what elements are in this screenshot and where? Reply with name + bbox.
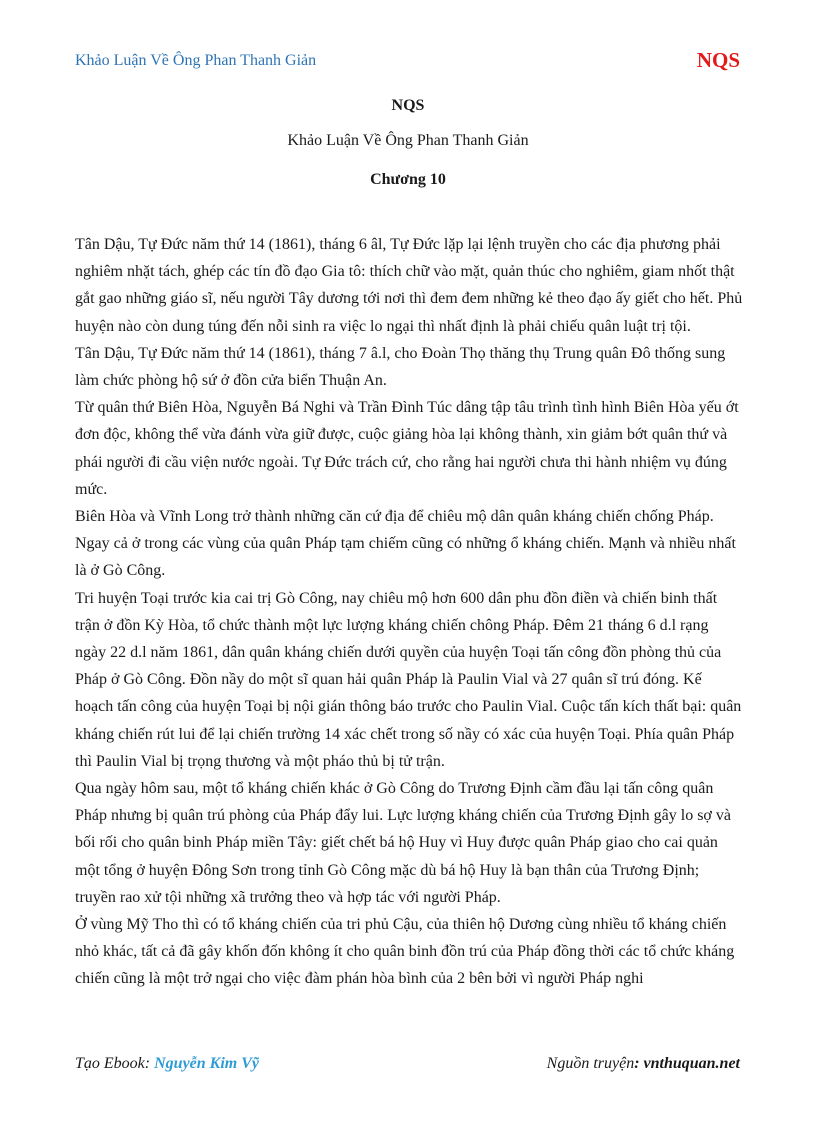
page-footer (75, 1055, 740, 1077)
source-name: vnthuquan.net (643, 1055, 740, 1072)
header-brand: NQS (696, 48, 740, 72)
creator-name: Nguyễn Kim Vỹ (154, 1055, 259, 1072)
paragraph: Tân Dậu, Tự Đức năm thứ 14 (1861), tháng 7 â.l, cho Đoàn Thọ thăng thụ Trung quân Đô thống sung làm chức phòng hộ sứ ở đồn cửa biển Thuận An. (75, 344, 726, 390)
paragraph: Biên Hòa và Vĩnh Long trở thành những căn cứ địa để chiêu mộ dân quân kháng chiến chống Pháp. Ngay cả ở trong các vùng của quân Pháp tạm chiếm cũng có những ổ kháng chiến. Mạnh và nhiều nhất là ở Gò Công. (75, 508, 736, 580)
source-label: Nguồn truyện (546, 1055, 635, 1072)
paragraph: Tri huyện Toại trước kia cai trị Gò Công, nay chiêu mộ hơn 600 dân phu đồn điền và chiến binh thất trận ở đồn Kỳ Hòa, tổ chức thành một lực lượng kháng chiến chông Pháp. Đêm 21 tháng 6 d.l rạng ngày 22 d.l năm 1861, dân quân kháng chiến dưới quyền của huyện Toại tấn công đồn phòng thủ của Pháp ở Gò Công. Đồn nầy do một sĩ quan hải quân Pháp là Paulin Vial và 27 quân sĩ trú đóng. Kế hoạch tấn công của huyện Toại bị nội gián thông báo trước cho Paulin Vial. Cuộc tấn kích thất bại: quân kháng chiến rút lui để lại chiến trường 14 xác chết trong số nầy có xác của huyện Toại. Phía quân Pháp thì Paulin Vial bị trọng thương và một pháo thủ bị tử trận. (75, 589, 742, 770)
header-title: Khảo Luận Về Ông Phan Thanh Giản (75, 52, 317, 69)
source-credit: Nguồn truyện: vnthuquan.net (546, 1055, 740, 1072)
paragraph: Tân Dậu, Tự Đức năm thứ 14 (1861), tháng 6 âl, Tự Đức lặp lại lệnh truyền cho các địa phương phải nghiêm nhặt tách, ghép các tín đồ đạo Gia tô: thích chữ vào mặt, quản thúc cho nghiêm, giam nhốt thật gắt gao những giáo sĩ, nếu người Tây dương tới nơi thì đem đem những kẻ theo đạo ấy giết cho hết. Phủ huyện nào còn dung túng đến nỗi sinh ra việc lo ngại thì nhất định là phải chiếu quân luật trị tội. (75, 236, 743, 335)
document-title: Khảo Luận Về Ông Phan Thanh Giản (287, 132, 529, 149)
paragraph: Từ quân thứ Biên Hòa, Nguyễn Bá Nghi và Trần Đình Túc dâng tập tâu trình tình hình Biên Hòa yếu ớt đơn độc, không thể vừa đánh vừa giữ được, cuộc giảng hòa lại không thành, xin giảm bớt quân thứ và phái người đi cầu viện nước ngoài. Tự Đức trách cứ, cho rằng hai người chưa thi hành nhiệm vụ đúng mức. (75, 399, 739, 498)
chapter-heading: Chương 10 (370, 171, 446, 188)
document-author: NQS (391, 97, 425, 114)
ebook-credit: Tạo Ebook: Nguyễn Kim Vỹ (75, 1055, 259, 1072)
creator-label: Tạo Ebook (75, 1055, 145, 1072)
body-text (75, 231, 743, 993)
page-header (75, 48, 740, 78)
paragraph: Qua ngày hôm sau, một tổ kháng chiến khác ở Gò Công do Trương Định cầm đầu lại tấn công quân Pháp nhưng bị quân trú phòng của Pháp đẩy lui. Lực lượng kháng chiến của Trương Định gây lo sợ và bối rối cho quân binh Pháp miền Tây: giết chết bá hộ Huy vì Huy được quân Pháp giao cho cai quản một tổng ở huyện Đông Sơn trong tỉnh Gò Công mặc dù bá hộ Huy là bạn thân của Trương Định; truyền rao xử tội những xã trưởng theo và hợp tác với người Pháp. (75, 780, 731, 906)
paragraph: Ở vùng Mỹ Tho thì có tổ kháng chiến của tri phủ Cậu, của thiên hộ Dương cùng nhiều tổ kháng chiến nhỏ khác, tất cả đã gây khốn đốn không ít cho quân binh đồn trú của Pháp đồng thời các tổ chức kháng chiến cũng là một trở ngại cho việc đàm phán hòa bình của 2 bên bởi vì người Pháp nghi (75, 916, 735, 988)
